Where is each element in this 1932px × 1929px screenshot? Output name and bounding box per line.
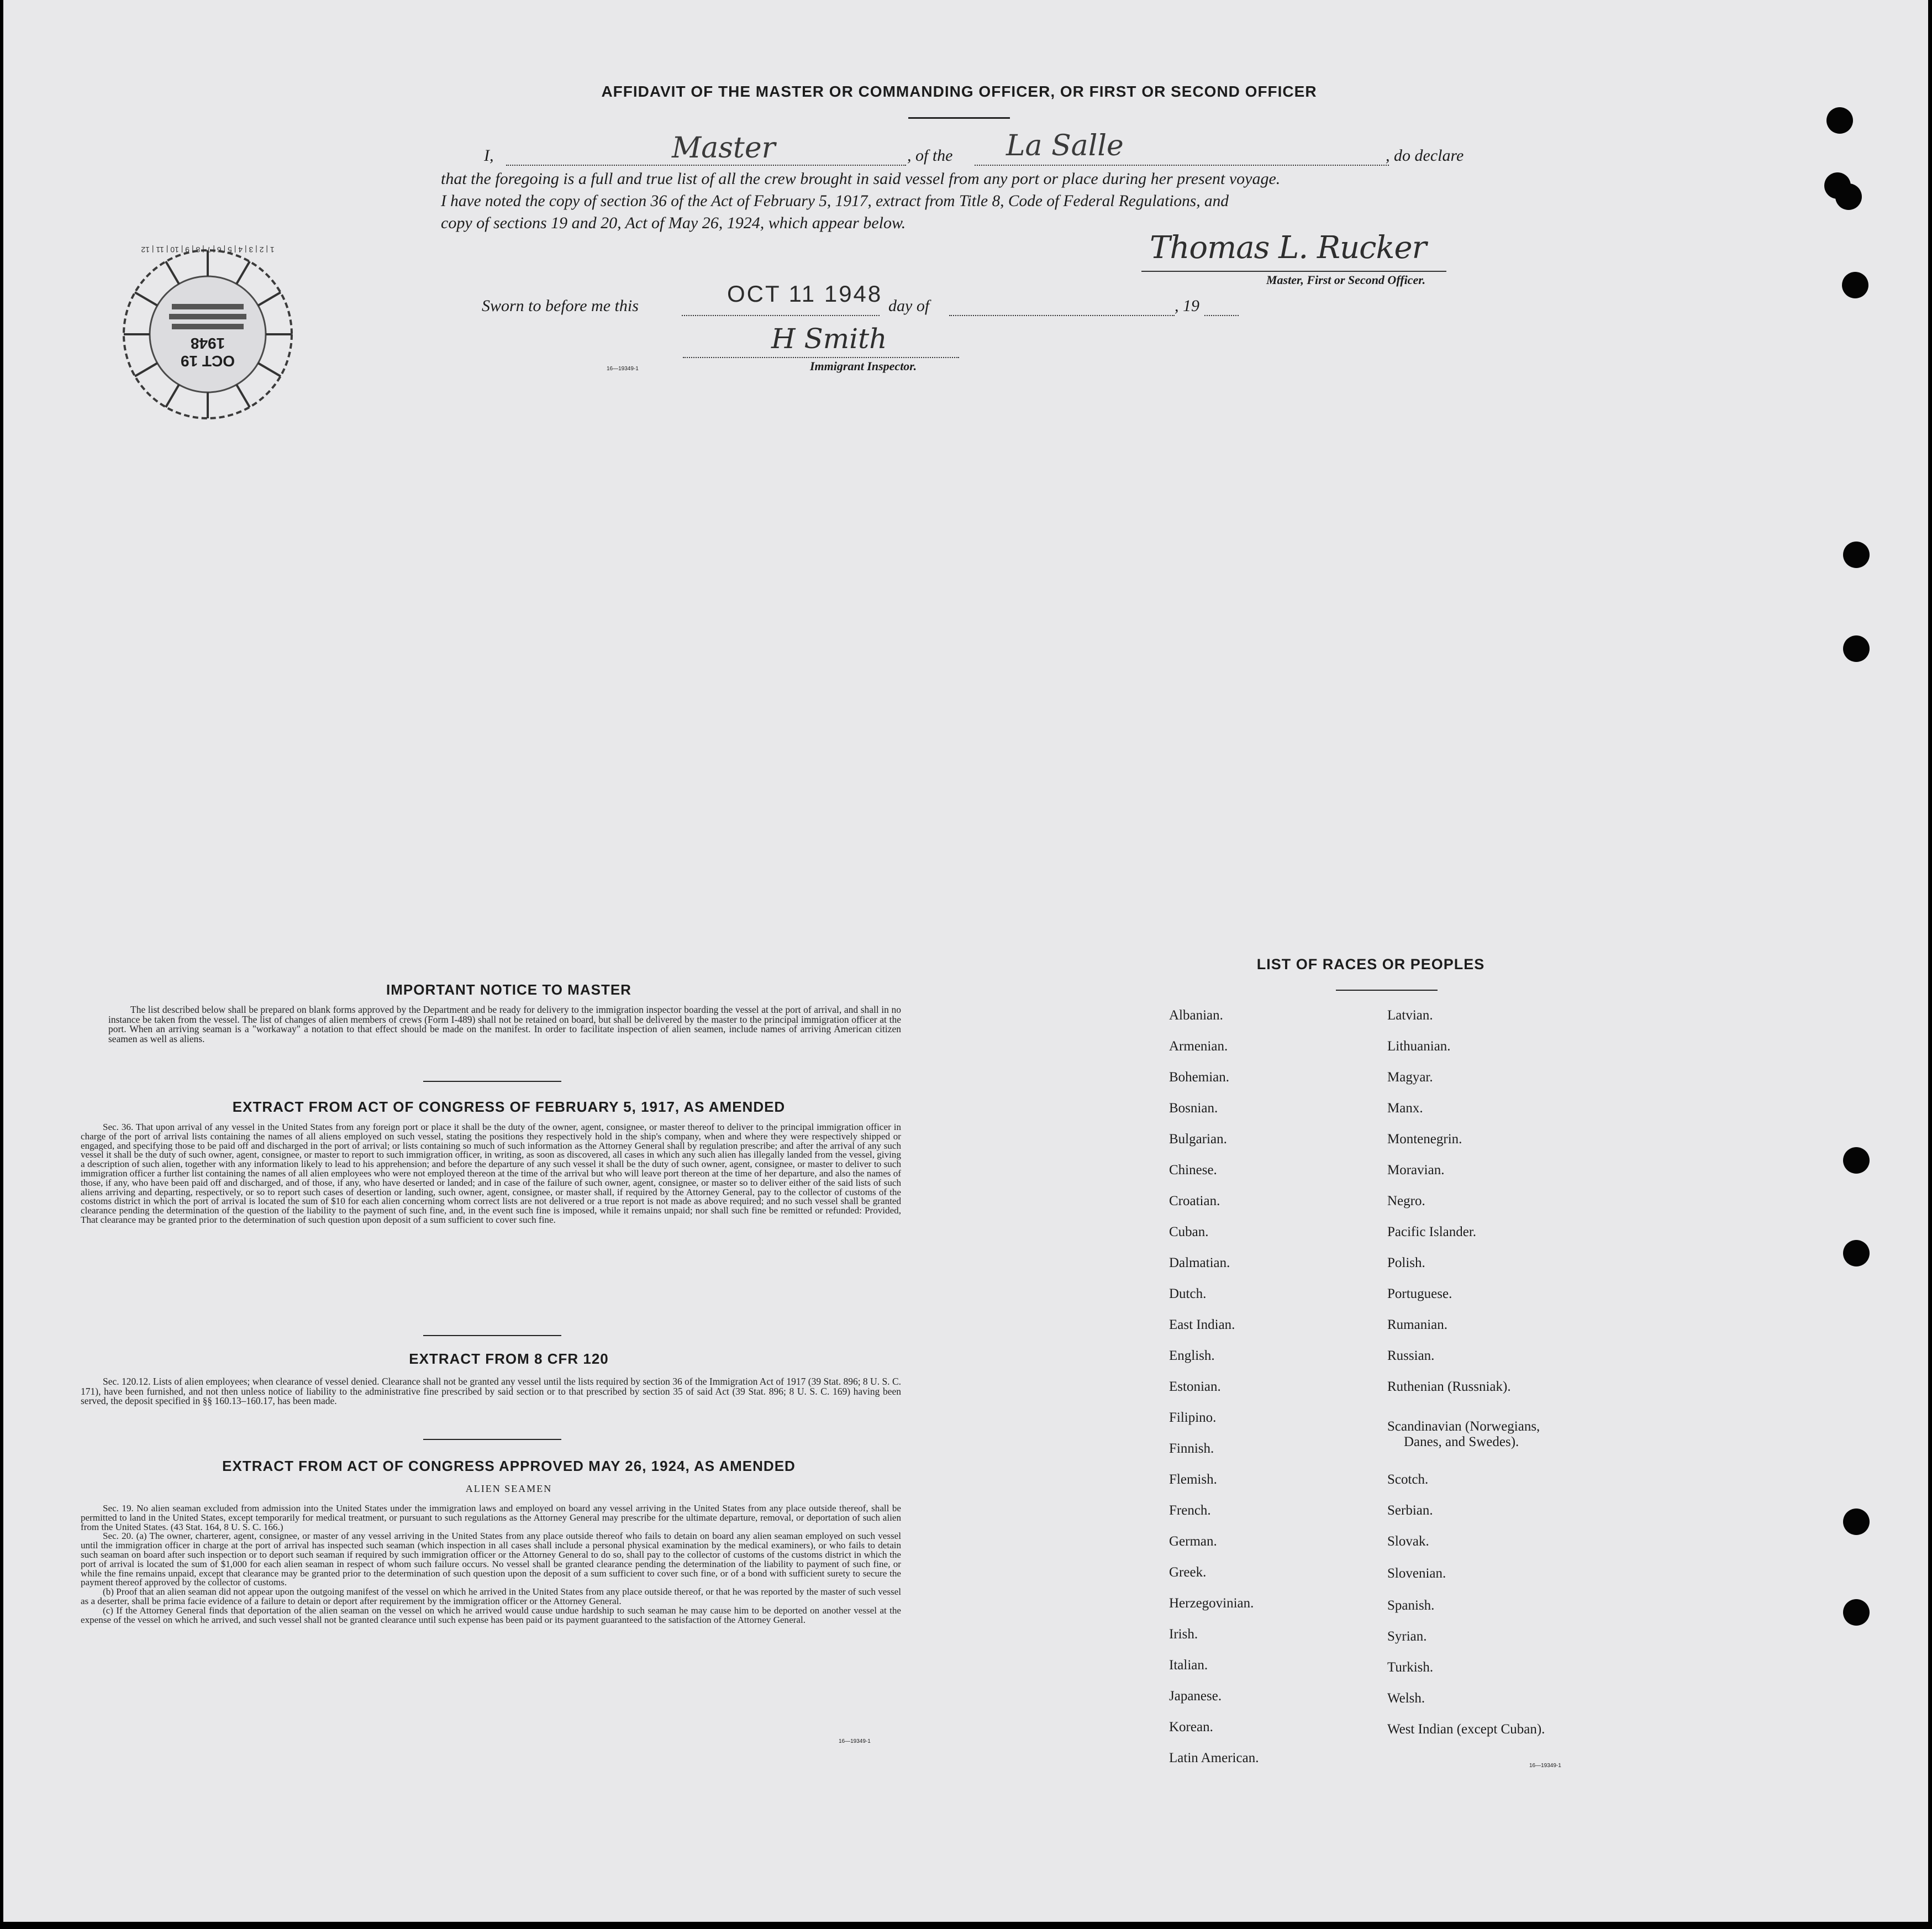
race-item: Japanese. bbox=[1169, 1689, 1222, 1704]
race-item: Cuban. bbox=[1169, 1224, 1209, 1239]
race-item: Magyar. bbox=[1387, 1070, 1433, 1085]
affidavit-form-number: 16—19349-1 bbox=[607, 366, 639, 372]
extract-1924-title: EXTRACT FROM ACT OF CONGRESS APPROVED MAY 26, 1924, AS AMENDED bbox=[222, 1458, 796, 1474]
race-item: Pacific Islander. bbox=[1387, 1224, 1477, 1239]
stamp-date: OCT 19 1948 bbox=[180, 335, 235, 370]
race-item: Finnish. bbox=[1169, 1441, 1214, 1456]
race-item: Greek. bbox=[1169, 1565, 1207, 1580]
sworn-mid: day of bbox=[888, 297, 930, 315]
sec20c-paragraph: (c) If the Attorney General finds that deportation of the alien seaman on the vessel on which he arrived would cause undue hardship to such seaman he may cause him to be deported on another vessel at the expense of the vessel on which he arrived, and such vessel shall not be granted clearance until such expense has been paid or its payment guaranteed to the satisfaction of the Attorney General. bbox=[81, 1605, 901, 1625]
punch-hole bbox=[1843, 635, 1870, 662]
race-item: Polish. bbox=[1387, 1255, 1425, 1270]
divider-rule bbox=[423, 1081, 561, 1082]
affidavit-line2: that the foregoing is a full and true list of all the crew brought in said vessel from any port or place during her present voyage. bbox=[441, 170, 1281, 188]
sworn-suffix: , 19 bbox=[1175, 297, 1199, 315]
punch-hole bbox=[1843, 1508, 1870, 1535]
race-item: Slovenian. bbox=[1387, 1566, 1446, 1581]
race-item: Danes, and Swedes). bbox=[1404, 1434, 1519, 1449]
race-item: Herzegovinian. bbox=[1169, 1596, 1254, 1611]
race-item: Syrian. bbox=[1387, 1629, 1427, 1644]
extract-cfr-title: EXTRACT FROM 8 CFR 120 bbox=[409, 1350, 609, 1367]
race-item: Manx. bbox=[1387, 1101, 1423, 1116]
sworn-year-line bbox=[1204, 315, 1239, 316]
race-item: Scandinavian (Norwegians, bbox=[1387, 1419, 1540, 1434]
race-item: Latvian. bbox=[1387, 1008, 1433, 1023]
race-item: Rumanian. bbox=[1387, 1317, 1448, 1332]
race-item: Filipino. bbox=[1169, 1410, 1217, 1425]
extract-cfr-body bbox=[81, 1377, 901, 1406]
master-signature: Thomas L. Rucker bbox=[1150, 230, 1426, 266]
divider-rule bbox=[423, 1439, 561, 1440]
race-item: Scotch. bbox=[1387, 1472, 1429, 1487]
race-item: West Indian (except Cuban). bbox=[1387, 1722, 1545, 1737]
races-title-rule bbox=[1336, 990, 1438, 991]
race-item: Welsh. bbox=[1387, 1691, 1425, 1706]
race-item: German. bbox=[1169, 1534, 1217, 1549]
race-item: Latin American. bbox=[1169, 1751, 1259, 1765]
document-page bbox=[3, 0, 1928, 1922]
inspector-caption: Immigrant Inspector. bbox=[810, 359, 917, 373]
affidavit-title: AFFIDAVIT OF THE MASTER OR COMMANDING OFFICER, OR FIRST OR SECOND OFFICER bbox=[601, 83, 1317, 100]
affidavit-line4: copy of sections 19 and 20, Act of May 26, 1924, which appear below. bbox=[441, 214, 906, 232]
rank-handwritten: Master bbox=[672, 132, 776, 165]
race-item: Armenian. bbox=[1169, 1039, 1228, 1054]
affidavit-line1-mid: , of the bbox=[907, 146, 953, 165]
inspector-signature: H Smith bbox=[771, 323, 887, 355]
inspector-line bbox=[683, 357, 959, 358]
race-item: English. bbox=[1169, 1348, 1215, 1363]
race-item: Negro. bbox=[1387, 1194, 1425, 1208]
race-item: Dalmatian. bbox=[1169, 1255, 1230, 1270]
race-item: Spanish. bbox=[1387, 1598, 1435, 1613]
affidavit-line1-suffix: , do declare bbox=[1386, 146, 1464, 165]
title-rule bbox=[908, 117, 1010, 119]
sec20a-paragraph: Sec. 20. (a) The owner, charterer, agent, consignee, or master of any vessel arriving in the United States from any place outside thereof who fails to detain on board any alien seaman employed on such vessel until the immigration officer in charge at the port of arrival has inspected such seaman (which inspection in all cases shall include a personal physical examination by the medical examiners), or who fails to detain such seaman on board after such inspection or to deport such seaman if required by such immigration officer or the Attorney General to do so, shall pay to the collector of customs of the customs district in which the port of arrival is located the sum of $1,000 for each alien seaman in respect of whom such failure occurs. No vessel shall be granted clearance pending the determination of the liability to payment of such fine, or while the fine remains unpaid, except that clearance may be granted prior to the determination of such question upon the deposit of a sum sufficient to cover such fine, or of a bond with sufficient surety to secure the payment thereof approved by the collector of customs. bbox=[81, 1531, 901, 1588]
punch-hole bbox=[1835, 183, 1862, 210]
affidavit-line3: I have noted the copy of section 36 of the Act of February 5, 1917, extract from Title 8, Code of Federal Regulations, and bbox=[441, 192, 1229, 210]
sworn-day-line bbox=[682, 315, 880, 316]
signature-line bbox=[1141, 271, 1446, 272]
rank-field-line bbox=[506, 165, 906, 166]
notice-body bbox=[108, 1005, 901, 1044]
race-item: Croatian. bbox=[1169, 1194, 1220, 1208]
race-item: Italian. bbox=[1169, 1658, 1208, 1673]
race-item: Montenegrin. bbox=[1387, 1132, 1462, 1147]
stamp-ring-numbers: 1 | 2 | 3 | 4 | 5 | 6 | 7 | 8 | 9 | 10 | 11 | 12 bbox=[141, 245, 275, 254]
race-item: Estonian. bbox=[1169, 1379, 1221, 1394]
notice-paragraph: The list described below shall be prepared on blank forms approved by the Department and be ready for delivery to the immigration inspector boarding the vessel at the port of arrival, and shall in no instance be taken from the vessel. The list of changes of alien members of crews (Form I-489) shall not be retained on board, but shall be delivered by the master to the principal immigration officer at the port. When an arriving seaman is a "workaway" a notation to that effect should be made on the manifest. In order to facilitate inspection of alien seamen, include names of arriving American citizen seamen as well as aliens. bbox=[108, 1004, 901, 1044]
alien-seamen-subtitle: ALIEN SEAMEN bbox=[465, 1483, 552, 1494]
race-item: Bohemian. bbox=[1169, 1070, 1230, 1085]
extract-1917-body bbox=[81, 1123, 901, 1225]
punch-hole bbox=[1843, 542, 1870, 568]
extract-1924-body bbox=[81, 1504, 901, 1625]
signature-caption: Master, First or Second Officer. bbox=[1266, 273, 1426, 287]
sec36-paragraph: Sec. 36. That upon arrival of any vessel in the United States from any foreign port or place it shall be the duty of the owner, agent, consignee, or master thereof to deliver to the principal immigration officer in charge of the port of arrival lists containing the names of all aliens employed on such vessel, stating the positions they respectively hold in the ship's company, when and where they were respectively shipped or engaged, and specifying those to be paid off and discharged in the port of arrival; or lists containing so much of such information as the Attorney General shall by regulation prescribe; and after the arrival of any such vessel it shall be the duty of such owner, agent, consignee, or master to report to such immigration officer, in writing, as soon as discovered, all cases in which any such alien has illegally landed from the vessel, giving a description of such alien, together with any information likely to lead to his apprehension; and before the departure of any such vessel it shall be the duty of such owner, agent, consignee, or master to deliver to such immigration officer a further list containing the names of all alien employees who were not employed thereon at the time of the arrival but who will leave port thereon at the time of her departure, and also the names of those, if any, who have been paid off and discharged, and of those, if any, who have deserted or landed; and in case of the failure of such owner, agent, consignee, or master so to deliver either of the said lists of such aliens arriving and departing, respectively, or so to report such cases of desertion or landing, such owner, agent, consignee, or master shall, if required by the Attorney General, pay to the collector of customs of the costoms district in which the port of arrival is located the sum of $10 for each alien concerning whom correct lists are not delivered or a true report is not made as above required; and no such vessel shall be granted clearance pending the determination of the question of the liability to the payment of such fine, and, in the event such fine is imposed, while it remains unpaid; nor shall such fine be remitted or refunded: Provided, That clearance may be granted prior to the determination of such question upon deposit of a sum sufficient to cover such fine. bbox=[81, 1122, 901, 1225]
race-item: Turkish. bbox=[1387, 1660, 1434, 1675]
punch-hole bbox=[1843, 1599, 1870, 1626]
sworn-date-stamp: OCT 11 1948 bbox=[727, 281, 883, 307]
punch-hole bbox=[1826, 107, 1853, 134]
notice-title: IMPORTANT NOTICE TO MASTER bbox=[386, 981, 631, 998]
race-item: Ruthenian (Russniak). bbox=[1387, 1379, 1511, 1394]
extract-form-number: 16—19349-1 bbox=[839, 1738, 871, 1744]
sec120-paragraph: Sec. 120.12. Lists of alien employees; when clearance of vessel denied. Clearance shall not be granted any vessel until the lists required by section 36 of the Immigration Act of 1917 (39 Stat. 896; 8 U. S. C. 171), have been furnished, and not then unless notice of liability to the administrative fine prescribed by said section or to that prescribed by section 35 of said Act (39 Stat. 896; 8 U. S. C. 169) having been served, the deposit specified in §§ 160.13–160.17, has been made. bbox=[81, 1376, 901, 1406]
sworn-prefix: Sworn to before me this bbox=[482, 297, 639, 315]
race-item: Korean. bbox=[1169, 1720, 1213, 1734]
race-item: Chinese. bbox=[1169, 1163, 1217, 1178]
race-item: Moravian. bbox=[1387, 1163, 1445, 1178]
race-item: Albanian. bbox=[1169, 1008, 1223, 1023]
race-item: East Indian. bbox=[1169, 1317, 1235, 1332]
races-form-number: 16—19349-1 bbox=[1529, 1763, 1561, 1769]
race-item: Portuguese. bbox=[1387, 1286, 1452, 1301]
race-item: Dutch. bbox=[1169, 1286, 1207, 1301]
race-item: Bulgarian. bbox=[1169, 1132, 1227, 1147]
race-item: Serbian. bbox=[1387, 1503, 1433, 1518]
sworn-month-line bbox=[949, 315, 1175, 316]
punch-hole bbox=[1843, 1240, 1870, 1266]
sec19-paragraph: Sec. 19. No alien seaman excluded from admission into the United States under the immigration laws and employed on board any vessel arriving in the United States from any place outside thereof, shall be permitted to land in the United States, except temporarily for medical treatment, or pursuant to such regulations as the Attorney General may prescribe for the ultimate departure, removal, or deportation of such alien from the United States. (43 Stat. 164, 8 U. S. C. 166.) bbox=[81, 1503, 901, 1532]
extract-1917-title: EXTRACT FROM ACT OF CONGRESS OF FEBRUARY 5, 1917, AS AMENDED bbox=[232, 1098, 786, 1115]
punch-hole bbox=[1843, 1147, 1870, 1174]
vessel-handwritten: La Salle bbox=[1006, 129, 1124, 162]
race-item: Russian. bbox=[1387, 1348, 1435, 1363]
divider-rule bbox=[423, 1335, 561, 1336]
race-item: Slovak. bbox=[1387, 1534, 1429, 1549]
race-item: Irish. bbox=[1169, 1627, 1198, 1642]
punch-hole bbox=[1842, 272, 1868, 298]
affidavit-line1-prefix: I, bbox=[484, 146, 494, 165]
vessel-field-line bbox=[975, 165, 1389, 166]
race-item: Bosnian. bbox=[1169, 1101, 1218, 1116]
races-title: LIST OF RACES OR PEOPLES bbox=[1256, 956, 1485, 973]
race-item: French. bbox=[1169, 1503, 1211, 1518]
sec20b-paragraph: (b) Proof that an alien seaman did not appear upon the outgoing manifest of the vessel on which he arrived in the United States from any place outside thereof, or that he was reported by the master of such vessel as a deserter, shall be prima facie evidence of a failure to detain or deport after requirement by the immigration officer or the Attorney General. bbox=[81, 1586, 901, 1606]
race-item: Flemish. bbox=[1169, 1472, 1217, 1487]
immigration-stamp bbox=[117, 243, 299, 425]
race-item: Lithuanian. bbox=[1387, 1039, 1451, 1054]
